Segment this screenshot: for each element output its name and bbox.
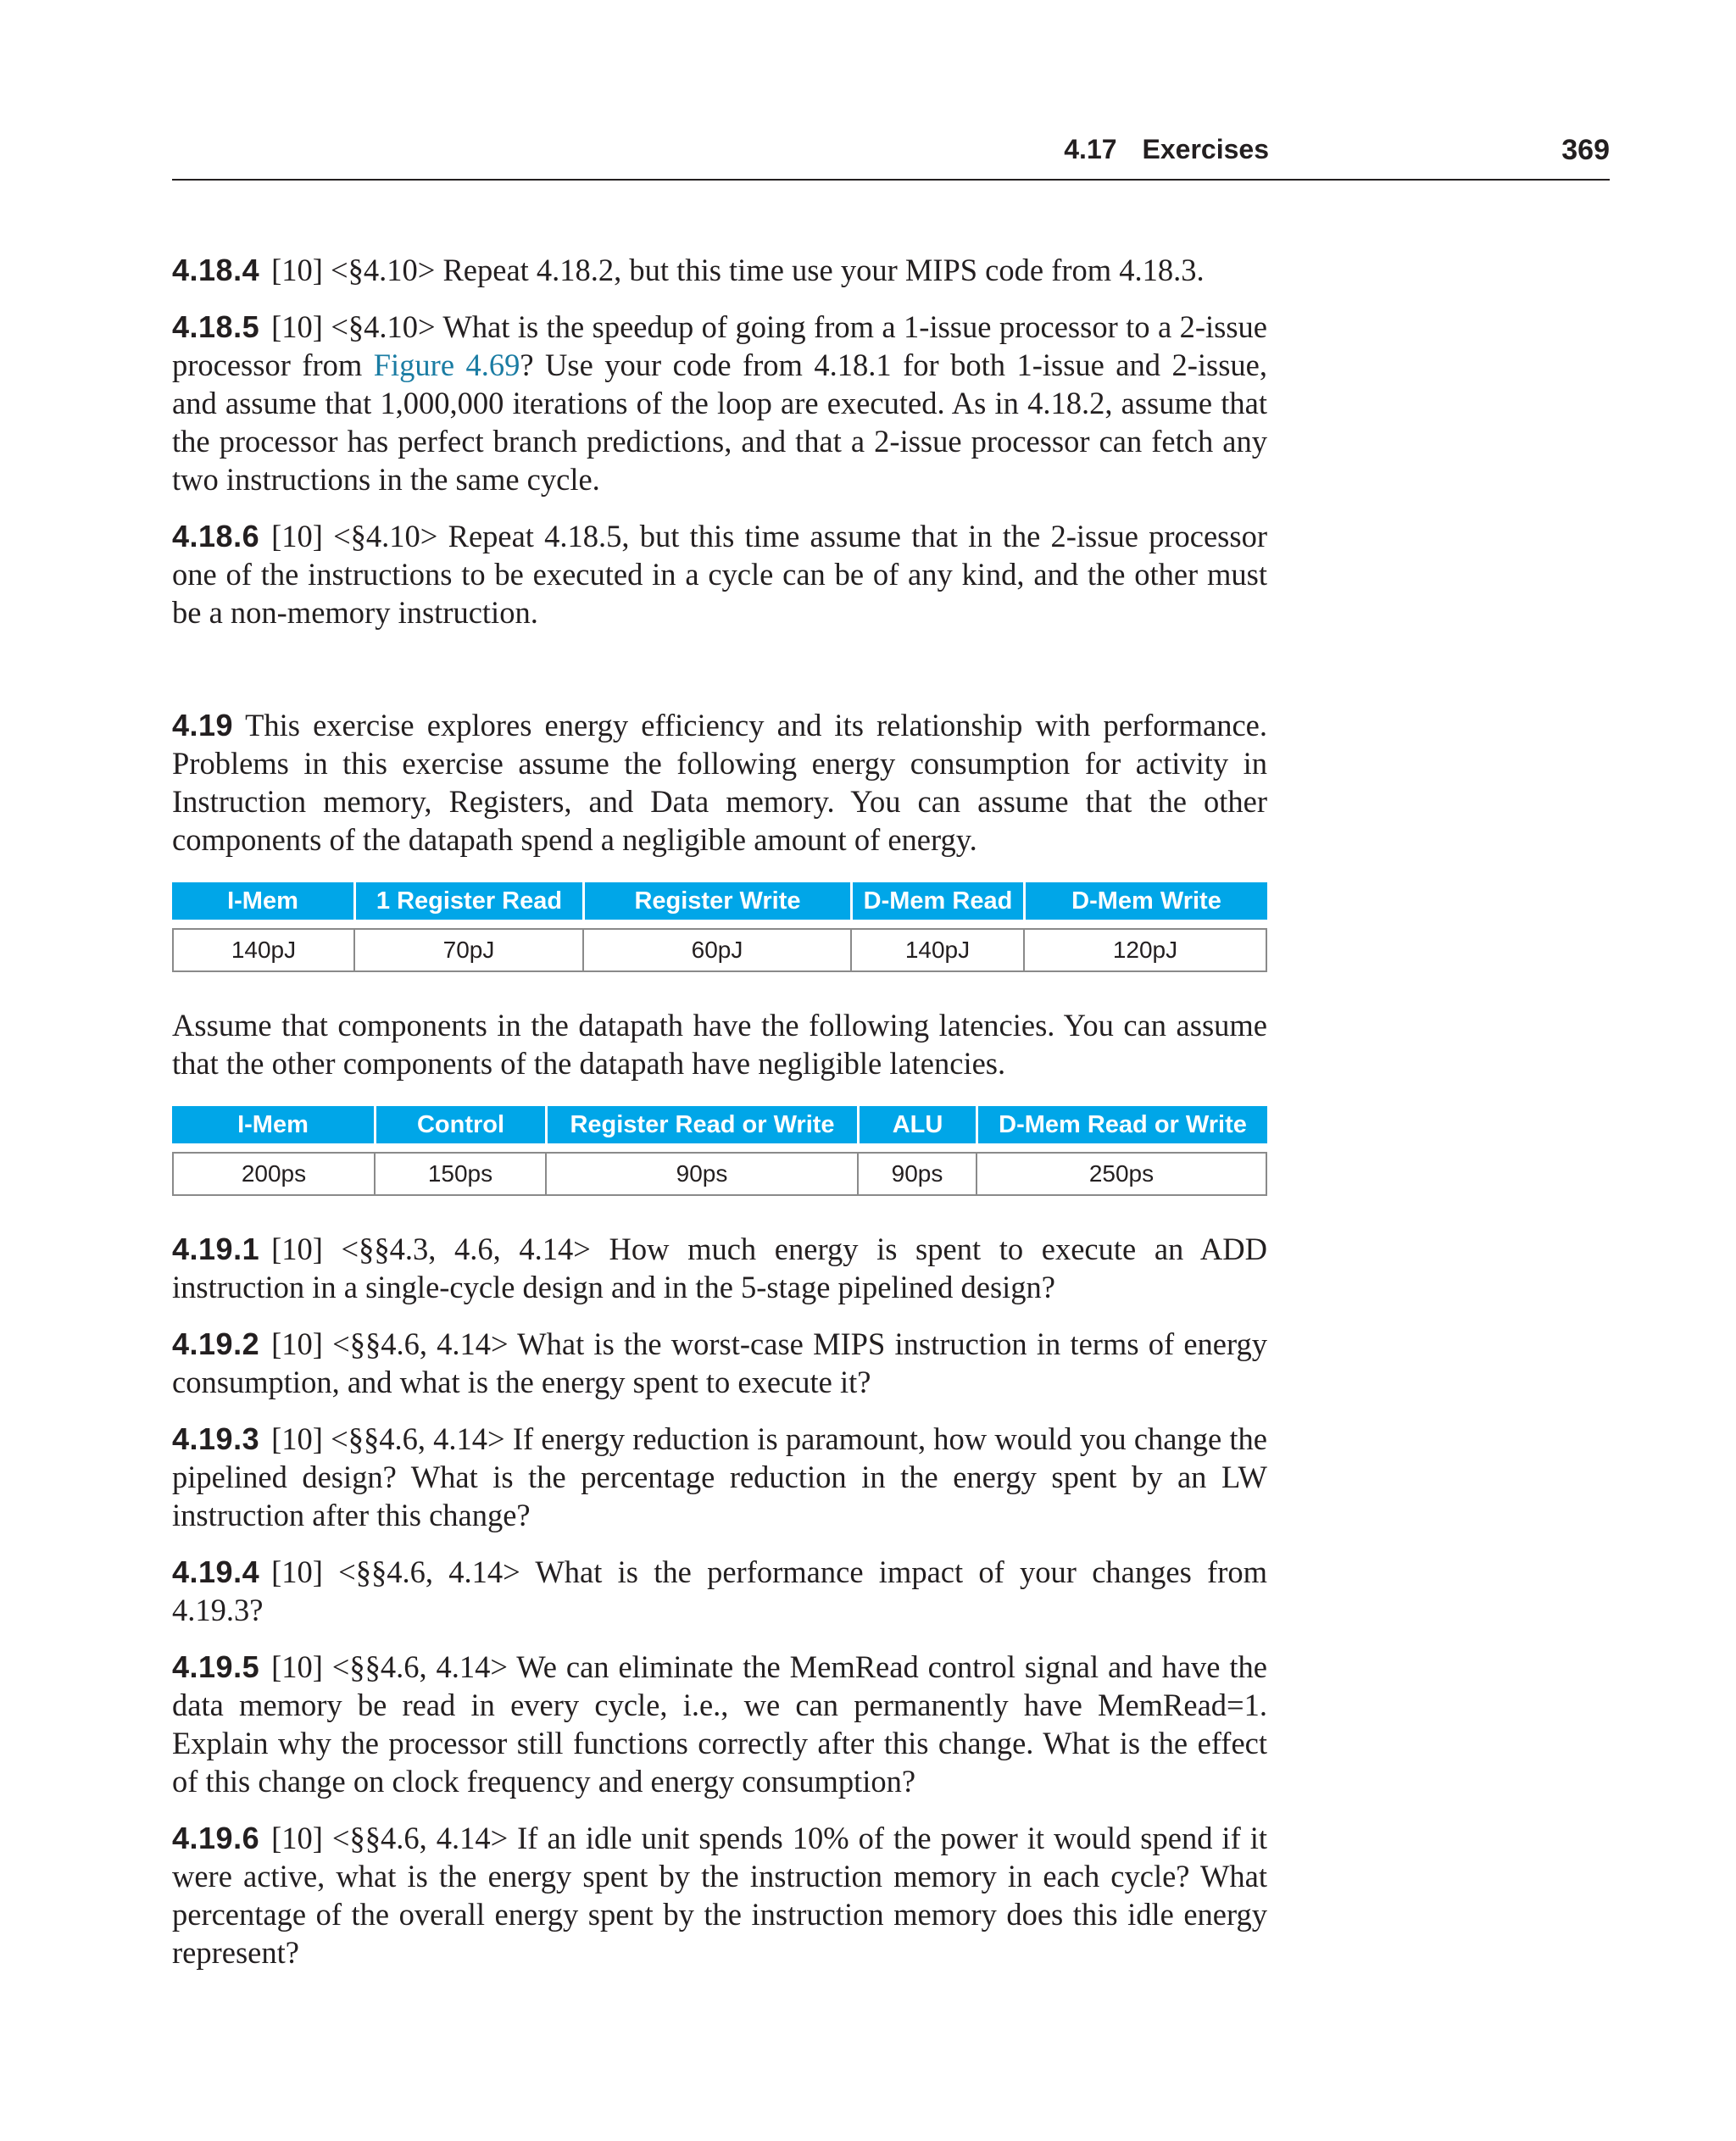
energy-table-row: [172, 928, 1267, 972]
section-gap: [172, 650, 1267, 706]
exercise-number: 4.19: [172, 708, 234, 742]
latency-header-cell: Register Read or Write: [545, 1106, 857, 1143]
energy-header-cell: D-Mem Write: [1023, 882, 1267, 920]
energy-table: [172, 882, 1267, 972]
section-title: Exercises: [1142, 134, 1269, 164]
exercise-4-19-1: [172, 1230, 1267, 1306]
exercise-4-19-6: [172, 1819, 1267, 1971]
energy-header-cell: D-Mem Read: [850, 882, 1023, 920]
exercise-4-19-3: [172, 1420, 1267, 1534]
exercise-4-19-4: [172, 1553, 1267, 1629]
energy-value-cell: 140pJ: [172, 928, 353, 972]
table-spacer: [172, 1143, 1267, 1152]
exercise-number: 4.19.6: [172, 1821, 260, 1855]
exercise-4-19-5: [172, 1648, 1267, 1800]
exercise-text: [10] <§4.10> Repeat 4.18.5, but this time assume that in the 2-issue processor one of the instructions to be executed in a cycle can be of any kind, and the other must be a non-memory instruction.: [172, 519, 1267, 630]
latency-table-header: [172, 1106, 1267, 1143]
exercise-text: [10] <§4.10> Repeat 4.18.2, but this time use your MIPS code from 4.18.3.: [271, 253, 1205, 287]
exercise-4-19-2: [172, 1325, 1267, 1401]
exercise-text: [10] <§§4.6, 4.14> What is the worst-case MIPS instruction in terms of energy consumption, and what is the energy spent to execute it?: [172, 1326, 1267, 1399]
energy-value-cell: 140pJ: [850, 928, 1023, 972]
exercise-number: 4.19.3: [172, 1421, 260, 1456]
latency-value-cell: 150ps: [374, 1152, 545, 1196]
exercise-number: 4.19.1: [172, 1232, 260, 1266]
figure-link[interactable]: Figure 4.69: [373, 348, 520, 382]
energy-header-cell: Register Write: [582, 882, 850, 920]
exercise-text: [10] <§4.10> What is the speedup of going from a 1-issue processor to a 2-issue processor from: [172, 309, 1267, 382]
running-head: [172, 134, 1610, 168]
exercise-text: [10] <§§4.6, 4.14> If an idle unit spends 10% of the power it would spend if it were active, what is the energy spent by the instruction memory in each cycle? What percentage of the overall energy spent by the instruction memory does this idle energy represent?: [172, 1821, 1267, 1970]
exercise-text: This exercise explores energy efficiency and its relationship with performance. Problems in this exercise assume the following energy consumption for activity in Instruction memory, Registers, and Data memory. You can assume that the other components of the datapath spend a negligible amount of energy.: [172, 708, 1267, 857]
exercise-number: 4.19.4: [172, 1554, 260, 1589]
section-number: 4.17: [1064, 134, 1117, 164]
latency-header-cell: ALU: [857, 1106, 976, 1143]
exercise-number: 4.19.5: [172, 1649, 260, 1684]
exercise-4-18-6: [172, 517, 1267, 631]
exercise-4-19: [172, 706, 1267, 859]
exercise-text: [10] <§§4.3, 4.6, 4.14> How much energy is spent to execute an ADD instruction in a single-cycle design and in the 5-stage pipelined design?: [172, 1232, 1267, 1304]
energy-value-cell: 120pJ: [1023, 928, 1267, 972]
energy-header-cell: I-Mem: [172, 882, 353, 920]
latency-value-cell: 90ps: [545, 1152, 857, 1196]
exercise-number: 4.18.6: [172, 519, 260, 553]
latency-value-cell: 200ps: [172, 1152, 374, 1196]
exercise-text: [10] <§§4.6, 4.14> If energy reduction is paramount, how would you change the pipelined design? What is the percentage reduction in the energy spent by an LW instruction after this change?: [172, 1421, 1267, 1532]
latency-value-cell: 250ps: [976, 1152, 1267, 1196]
table-spacer: [172, 920, 1267, 928]
exercise-4-18-4: [172, 251, 1267, 289]
latency-table: [172, 1106, 1267, 1196]
page-content: [172, 251, 1267, 1990]
energy-table-header: [172, 882, 1267, 920]
exercise-text: [10] <§§4.6, 4.14> We can eliminate the MemRead control signal and have the data memory be read in every cycle, i.e., we can permanently have MemRead=1. Explain why the processor still functions correctly after this change. What is the effect of this change on clock frequency and energy consumption?: [172, 1649, 1267, 1799]
energy-header-cell: 1 Register Read: [353, 882, 582, 920]
latency-table-row: [172, 1152, 1267, 1196]
latency-value-cell: 90ps: [857, 1152, 976, 1196]
exercise-text-continued: ? Use your code from 4.18.1 for both 1-issue and 2-issue, and assume that 1,000,000 iterations of the loop are executed. As in 4.18.2, assume that the processor has perfect branch predictions, and that a 2-issue processor can fetch any two instructions in the same cycle.: [172, 348, 1267, 497]
exercise-number: 4.19.2: [172, 1326, 260, 1361]
header-rule: [172, 179, 1610, 181]
latency-header-cell: D-Mem Read or Write: [976, 1106, 1267, 1143]
energy-value-cell: 60pJ: [582, 928, 850, 972]
energy-value-cell: 70pJ: [353, 928, 582, 972]
latency-intro: Assume that components in the datapath have the following latencies. You can assume that the other components of the datapath have negligible latencies.: [172, 1008, 1267, 1081]
latency-header-cell: Control: [374, 1106, 545, 1143]
latency-header-cell: I-Mem: [172, 1106, 374, 1143]
exercise-number: 4.18.4: [172, 253, 260, 287]
section-heading: [1064, 134, 1269, 165]
exercise-text: [10] <§§4.6, 4.14> What is the performance impact of your changes from 4.19.3?: [172, 1554, 1267, 1627]
exercise-number: 4.18.5: [172, 309, 260, 344]
page-number: 369: [1561, 134, 1610, 166]
exercise-4-18-5: [172, 308, 1267, 498]
